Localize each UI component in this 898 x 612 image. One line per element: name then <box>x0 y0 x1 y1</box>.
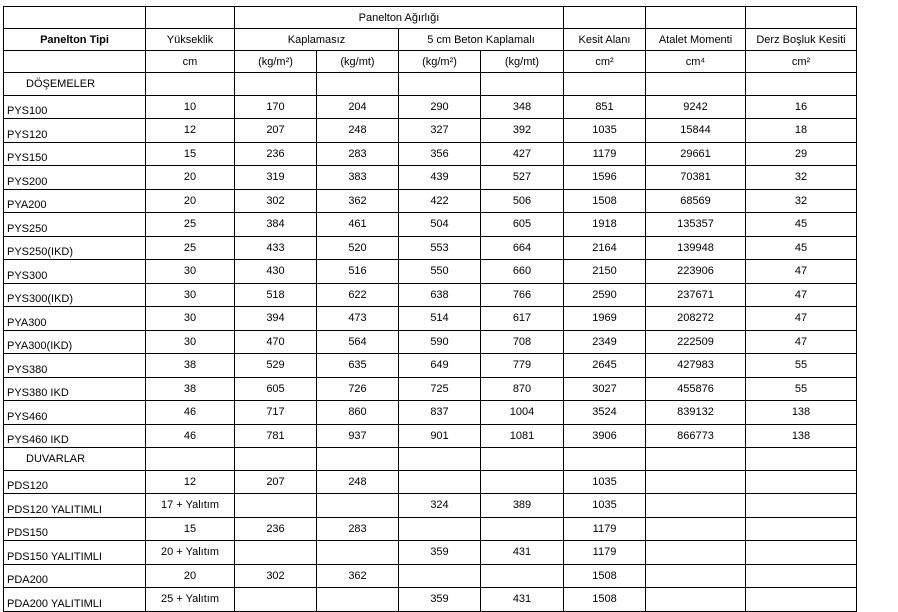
value-cell: 1179 <box>564 541 646 565</box>
value-cell: 138 <box>746 424 857 448</box>
table-row <box>4 95 857 119</box>
value-cell: 208272 <box>646 307 746 331</box>
panel-type-cell: PDA200 YALITIMLI <box>4 588 146 612</box>
value-cell: 68569 <box>646 189 746 213</box>
section-blank <box>746 73 857 96</box>
table-row <box>4 189 857 213</box>
panel-type-cell: PYS250(IKD) <box>4 236 146 260</box>
value-cell: 47 <box>746 330 857 354</box>
table-row <box>4 494 857 518</box>
table-row <box>4 588 857 612</box>
value-cell: 302 <box>235 189 317 213</box>
value-cell: 248 <box>317 470 399 494</box>
panel-type-cell: PYA200 <box>4 189 146 213</box>
value-cell: 605 <box>481 213 564 237</box>
value-cell: 392 <box>481 119 564 143</box>
section-blank <box>646 73 746 96</box>
header-joint: Derz Boşluk Kesiti <box>746 29 857 51</box>
table-row <box>4 166 857 190</box>
value-cell: 866773 <box>646 424 746 448</box>
table-row <box>4 564 857 588</box>
value-cell: 389 <box>481 494 564 518</box>
value-cell: 1508 <box>564 564 646 588</box>
section-blank <box>646 448 746 471</box>
table-row <box>4 330 857 354</box>
value-cell: 20 <box>146 564 235 588</box>
value-cell: 553 <box>399 236 481 260</box>
value-cell: 290 <box>399 95 481 119</box>
value-cell <box>646 541 746 565</box>
table-row <box>4 307 857 331</box>
value-cell <box>481 517 564 541</box>
value-cell: 17 + Yalıtım <box>146 494 235 518</box>
value-cell: 860 <box>317 401 399 425</box>
header-type: Panelton Tipi <box>4 29 146 51</box>
value-cell: 18 <box>746 119 857 143</box>
value-cell: 3906 <box>564 424 646 448</box>
value-cell: 590 <box>399 330 481 354</box>
value-cell: 47 <box>746 260 857 284</box>
header-uncoated: Kaplamasız <box>235 29 399 51</box>
value-cell: 324 <box>399 494 481 518</box>
section-blank <box>146 448 235 471</box>
panel-type-cell: PYS120 <box>4 119 146 143</box>
value-cell: 348 <box>481 95 564 119</box>
value-cell: 384 <box>235 213 317 237</box>
section-row <box>4 448 857 471</box>
value-cell: 283 <box>317 517 399 541</box>
value-cell: 30 <box>146 283 235 307</box>
value-cell: 3027 <box>564 377 646 401</box>
value-cell: 3524 <box>564 401 646 425</box>
value-cell: 30 <box>146 307 235 331</box>
value-cell: 207 <box>235 470 317 494</box>
value-cell: 15 <box>146 142 235 166</box>
value-cell: 430 <box>235 260 317 284</box>
value-cell: 45 <box>746 236 857 260</box>
value-cell: 2150 <box>564 260 646 284</box>
value-cell: 725 <box>399 377 481 401</box>
unit-inertia: cm⁴ <box>646 51 746 73</box>
value-cell <box>746 470 857 494</box>
header-concrete: 5 cm Beton Kaplamalı <box>399 29 564 51</box>
value-cell: 516 <box>317 260 399 284</box>
value-cell: 1596 <box>564 166 646 190</box>
section-title: DUVARLAR <box>4 448 146 471</box>
unit-uncoated-mt: (kg/mt) <box>317 51 399 73</box>
value-cell: 70381 <box>646 166 746 190</box>
value-cell: 9242 <box>646 95 746 119</box>
value-cell: 2590 <box>564 283 646 307</box>
value-cell: 135357 <box>646 213 746 237</box>
table-body <box>4 7 857 612</box>
value-cell: 529 <box>235 354 317 378</box>
value-cell: 170 <box>235 95 317 119</box>
value-cell: 766 <box>481 283 564 307</box>
value-cell: 47 <box>746 307 857 331</box>
section-blank <box>481 73 564 96</box>
table-row <box>4 424 857 448</box>
value-cell: 937 <box>317 424 399 448</box>
table-row <box>4 283 857 307</box>
value-cell: 1035 <box>564 119 646 143</box>
header-blank <box>746 7 857 29</box>
value-cell: 248 <box>317 119 399 143</box>
value-cell: 461 <box>317 213 399 237</box>
value-cell <box>399 470 481 494</box>
value-cell: 20 <box>146 189 235 213</box>
value-cell: 717 <box>235 401 317 425</box>
panel-type-cell: PYS200 <box>4 166 146 190</box>
value-cell: 222509 <box>646 330 746 354</box>
value-cell: 564 <box>317 330 399 354</box>
panel-type-cell: PYS300 <box>4 260 146 284</box>
unit-joint: cm² <box>746 51 857 73</box>
value-cell <box>646 588 746 612</box>
value-cell: 2645 <box>564 354 646 378</box>
value-cell: 1918 <box>564 213 646 237</box>
header-inertia: Atalet Momenti <box>646 29 746 51</box>
value-cell: 660 <box>481 260 564 284</box>
value-cell: 1179 <box>564 142 646 166</box>
value-cell: 1035 <box>564 470 646 494</box>
value-cell: 605 <box>235 377 317 401</box>
panelton-table <box>3 6 857 612</box>
table-row <box>4 260 857 284</box>
unit-height: cm <box>146 51 235 73</box>
table-row <box>4 354 857 378</box>
table-row <box>4 517 857 541</box>
header-blank <box>564 7 646 29</box>
value-cell: 726 <box>317 377 399 401</box>
value-cell: 47 <box>746 283 857 307</box>
value-cell: 223906 <box>646 260 746 284</box>
value-cell: 383 <box>317 166 399 190</box>
panel-type-cell: PDS150 YALITIMLI <box>4 541 146 565</box>
value-cell: 12 <box>146 119 235 143</box>
panel-type-cell: PYS300(IKD) <box>4 283 146 307</box>
value-cell: 851 <box>564 95 646 119</box>
value-cell: 837 <box>399 401 481 425</box>
header-row-units <box>4 51 857 73</box>
value-cell: 25 + Yalıtım <box>146 588 235 612</box>
value-cell: 139948 <box>646 236 746 260</box>
value-cell: 207 <box>235 119 317 143</box>
value-cell: 30 <box>146 260 235 284</box>
value-cell: 10 <box>146 95 235 119</box>
value-cell: 32 <box>746 189 857 213</box>
value-cell <box>746 494 857 518</box>
value-cell: 839132 <box>646 401 746 425</box>
value-cell: 1508 <box>564 588 646 612</box>
header-section-area: Kesit Alanı <box>564 29 646 51</box>
value-cell: 236 <box>235 517 317 541</box>
value-cell <box>746 588 857 612</box>
value-cell: 1081 <box>481 424 564 448</box>
value-cell: 518 <box>235 283 317 307</box>
value-cell <box>235 588 317 612</box>
value-cell <box>317 541 399 565</box>
table-row <box>4 401 857 425</box>
value-cell: 422 <box>399 189 481 213</box>
panel-type-cell: PYA300 <box>4 307 146 331</box>
section-blank <box>481 448 564 471</box>
value-cell: 359 <box>399 588 481 612</box>
value-cell: 55 <box>746 354 857 378</box>
value-cell: 617 <box>481 307 564 331</box>
value-cell: 520 <box>317 236 399 260</box>
table-row <box>4 119 857 143</box>
value-cell: 38 <box>146 377 235 401</box>
value-cell <box>317 494 399 518</box>
header-blank <box>4 7 146 29</box>
section-blank <box>564 73 646 96</box>
value-cell: 427983 <box>646 354 746 378</box>
value-cell <box>646 494 746 518</box>
panel-type-cell: PYS250 <box>4 213 146 237</box>
value-cell: 16 <box>746 95 857 119</box>
panel-type-cell: PYA300(IKD) <box>4 330 146 354</box>
value-cell: 470 <box>235 330 317 354</box>
value-cell: 15844 <box>646 119 746 143</box>
panel-type-cell: PYS100 <box>4 95 146 119</box>
value-cell: 46 <box>146 424 235 448</box>
value-cell: 1179 <box>564 517 646 541</box>
value-cell: 30 <box>146 330 235 354</box>
value-cell: 455876 <box>646 377 746 401</box>
unit-section-area: cm² <box>564 51 646 73</box>
value-cell: 29 <box>746 142 857 166</box>
value-cell: 319 <box>235 166 317 190</box>
value-cell: 431 <box>481 588 564 612</box>
value-cell: 1004 <box>481 401 564 425</box>
value-cell: 359 <box>399 541 481 565</box>
section-blank <box>564 448 646 471</box>
value-cell: 433 <box>235 236 317 260</box>
section-blank <box>317 448 399 471</box>
value-cell: 504 <box>399 213 481 237</box>
value-cell: 527 <box>481 166 564 190</box>
value-cell: 20 + Yalıtım <box>146 541 235 565</box>
value-cell: 237671 <box>646 283 746 307</box>
value-cell: 622 <box>317 283 399 307</box>
value-cell <box>317 588 399 612</box>
value-cell: 29661 <box>646 142 746 166</box>
value-cell: 1035 <box>564 494 646 518</box>
table-row <box>4 377 857 401</box>
value-cell: 362 <box>317 189 399 213</box>
value-cell: 431 <box>481 541 564 565</box>
section-row <box>4 73 857 96</box>
value-cell: 283 <box>317 142 399 166</box>
value-cell: 15 <box>146 517 235 541</box>
value-cell: 302 <box>235 564 317 588</box>
value-cell: 550 <box>399 260 481 284</box>
value-cell: 901 <box>399 424 481 448</box>
value-cell: 439 <box>399 166 481 190</box>
section-blank <box>235 448 317 471</box>
value-cell: 2349 <box>564 330 646 354</box>
panel-type-cell: PDS150 <box>4 517 146 541</box>
panel-type-cell: PYS380 <box>4 354 146 378</box>
value-cell: 473 <box>317 307 399 331</box>
value-cell: 362 <box>317 564 399 588</box>
value-cell: 46 <box>146 401 235 425</box>
value-cell: 12 <box>146 470 235 494</box>
table-row <box>4 142 857 166</box>
value-cell: 2164 <box>564 236 646 260</box>
value-cell: 1969 <box>564 307 646 331</box>
table-row <box>4 541 857 565</box>
table-row <box>4 470 857 494</box>
value-cell: 356 <box>399 142 481 166</box>
table-row <box>4 213 857 237</box>
value-cell <box>646 470 746 494</box>
panel-type-cell: PYS150 <box>4 142 146 166</box>
value-cell: 649 <box>399 354 481 378</box>
panel-type-cell: PDS120 <box>4 470 146 494</box>
value-cell: 32 <box>746 166 857 190</box>
section-blank <box>746 448 857 471</box>
section-blank <box>146 73 235 96</box>
value-cell: 1508 <box>564 189 646 213</box>
header-blank <box>4 51 146 73</box>
value-cell <box>399 517 481 541</box>
header-weight-group: Panelton Ağırlığı <box>235 7 564 29</box>
value-cell: 708 <box>481 330 564 354</box>
value-cell: 779 <box>481 354 564 378</box>
header-blank <box>146 7 235 29</box>
value-cell: 427 <box>481 142 564 166</box>
value-cell: 506 <box>481 189 564 213</box>
section-blank <box>399 73 481 96</box>
panel-type-cell: PDA200 <box>4 564 146 588</box>
value-cell: 204 <box>317 95 399 119</box>
value-cell: 394 <box>235 307 317 331</box>
section-blank <box>235 73 317 96</box>
header-row-titles <box>4 29 857 51</box>
panel-type-cell: PDS120 YALITIMLI <box>4 494 146 518</box>
section-blank <box>317 73 399 96</box>
value-cell: 25 <box>146 236 235 260</box>
section-blank <box>399 448 481 471</box>
header-row-group <box>4 7 857 29</box>
value-cell: 638 <box>399 283 481 307</box>
value-cell: 38 <box>146 354 235 378</box>
value-cell: 327 <box>399 119 481 143</box>
value-cell <box>235 494 317 518</box>
value-cell <box>746 541 857 565</box>
value-cell: 664 <box>481 236 564 260</box>
unit-concrete-mt: (kg/mt) <box>481 51 564 73</box>
panel-type-cell: PYS380 IKD <box>4 377 146 401</box>
value-cell: 870 <box>481 377 564 401</box>
value-cell: 25 <box>146 213 235 237</box>
header-blank <box>646 7 746 29</box>
value-cell: 781 <box>235 424 317 448</box>
value-cell: 55 <box>746 377 857 401</box>
value-cell: 514 <box>399 307 481 331</box>
value-cell <box>746 517 857 541</box>
value-cell <box>746 564 857 588</box>
value-cell: 138 <box>746 401 857 425</box>
value-cell <box>481 470 564 494</box>
value-cell: 20 <box>146 166 235 190</box>
value-cell: 635 <box>317 354 399 378</box>
value-cell <box>481 564 564 588</box>
value-cell: 236 <box>235 142 317 166</box>
panel-type-cell: PYS460 IKD <box>4 424 146 448</box>
value-cell: 45 <box>746 213 857 237</box>
value-cell <box>399 564 481 588</box>
value-cell <box>235 541 317 565</box>
value-cell <box>646 564 746 588</box>
unit-concrete-m2: (kg/m²) <box>399 51 481 73</box>
table-row <box>4 236 857 260</box>
section-title: DÖŞEMELER <box>4 73 146 96</box>
panel-type-cell: PYS460 <box>4 401 146 425</box>
unit-uncoated-m2: (kg/m²) <box>235 51 317 73</box>
header-height: Yükseklik <box>146 29 235 51</box>
value-cell <box>646 517 746 541</box>
